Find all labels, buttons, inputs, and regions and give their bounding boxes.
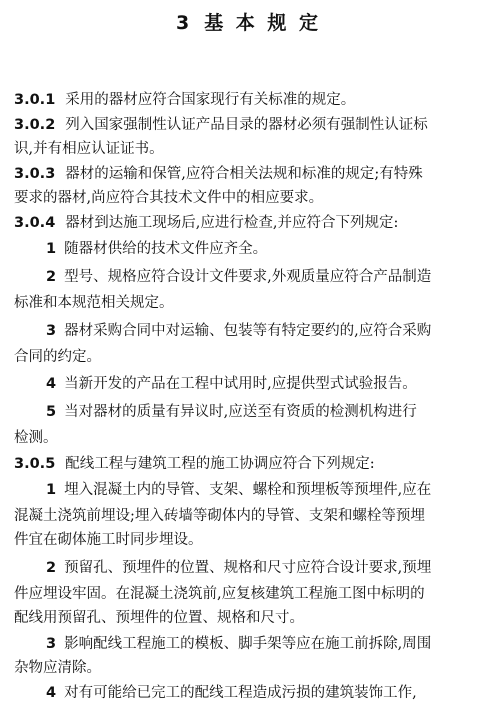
line-text: 混凝土浇筑前埋设;埋入砖墙等砌体内的导管、支架和螺栓等预埋 bbox=[14, 508, 425, 524]
item-text: 影响配线工程施工的模板、脚手架等应在施工前拆除,周围 bbox=[64, 636, 432, 652]
line-text: 识,并有相应认证证书。 bbox=[14, 141, 164, 157]
clause-text: 器材的运输和保管,应符合相关法规和标准的规定;有特殊 bbox=[65, 166, 423, 182]
line-text: 件宜在砌体施工时同步埋设。 bbox=[14, 532, 203, 548]
clause-line bbox=[14, 454, 484, 474]
text-line bbox=[14, 506, 484, 526]
item-number: 2 bbox=[46, 269, 57, 285]
text-line bbox=[14, 293, 484, 313]
item-text: 随器材供给的技术文件应齐全。 bbox=[64, 241, 268, 257]
chapter-heading bbox=[0, 8, 497, 35]
item-line bbox=[46, 683, 486, 703]
item-text: 预留孔、预埋件的位置、规格和尺寸应符合设计要求,预埋 bbox=[64, 560, 432, 576]
item-number: 1 bbox=[46, 241, 57, 257]
clause-line bbox=[14, 164, 484, 184]
item-line bbox=[46, 321, 486, 341]
text-line bbox=[14, 530, 484, 550]
item-text: 当对器材的质量有异议时,应送至有资质的检测机构进行 bbox=[64, 404, 417, 420]
item-line bbox=[46, 634, 486, 654]
item-text: 型号、规格应符合设计文件要求,外观质量应符合产品制造 bbox=[64, 269, 432, 285]
clause-line bbox=[14, 90, 484, 110]
clause-line bbox=[14, 115, 484, 135]
item-line bbox=[46, 558, 486, 578]
clause-text: 采用的器材应符合国家现行有关标准的规定。 bbox=[65, 92, 356, 108]
clause-text: 器材到达施工现场后,应进行检查,并应符合下列规定: bbox=[65, 215, 399, 231]
line-text: 件应埋设牢固。在混凝土浇筑前,应复核建筑工程施工图中标明的 bbox=[14, 586, 425, 602]
item-number: 5 bbox=[46, 404, 57, 420]
chapter-title: 基 本 规 定 bbox=[204, 12, 322, 34]
item-text: 器材采购合同中对运输、包装等有特定要约的,应符合采购 bbox=[64, 323, 432, 339]
text-line bbox=[14, 139, 484, 159]
line-text: 标准和本规范相关规定。 bbox=[14, 295, 174, 311]
text-line bbox=[14, 188, 484, 208]
item-number: 1 bbox=[46, 482, 57, 498]
text-line bbox=[14, 584, 484, 604]
item-text: 当新开发的产品在工程中试用时,应提供型式试验报告。 bbox=[64, 376, 417, 392]
item-text: 对有可能给已完工的配线工程造成污损的建筑装饰工作, bbox=[64, 685, 417, 701]
item-number: 4 bbox=[46, 685, 57, 701]
line-text: 杂物应清除。 bbox=[14, 660, 101, 676]
item-line bbox=[46, 239, 486, 259]
line-text: 检测。 bbox=[14, 430, 58, 446]
clause-text: 列入国家强制性认证产品目录的器材必须有强制性认证标 bbox=[65, 117, 428, 133]
text-line bbox=[14, 658, 484, 678]
clause-number: 3.0.5 bbox=[14, 456, 56, 472]
item-number: 3 bbox=[46, 636, 57, 652]
text-line bbox=[14, 608, 484, 628]
clause-line bbox=[14, 213, 484, 233]
line-text: 配线用预留孔、预埋件的位置、规格和尺寸。 bbox=[14, 610, 304, 626]
item-number: 3 bbox=[46, 323, 57, 339]
item-line bbox=[46, 480, 486, 500]
item-line bbox=[46, 374, 486, 394]
line-text: 要求的器材,尚应符合其技术文件中的相应要求。 bbox=[14, 190, 324, 206]
item-text: 埋入混凝土内的导管、支架、螺栓和预埋板等预埋件,应在 bbox=[64, 482, 432, 498]
clause-number: 3.0.2 bbox=[14, 117, 56, 133]
clause-number: 3.0.4 bbox=[14, 215, 56, 231]
item-number: 2 bbox=[46, 560, 57, 576]
text-line bbox=[14, 428, 484, 448]
chapter-number: 3 bbox=[175, 12, 193, 34]
clause-number: 3.0.3 bbox=[14, 166, 56, 182]
clause-number: 3.0.1 bbox=[14, 92, 56, 108]
item-number: 4 bbox=[46, 376, 57, 392]
line-text: 合同的约定。 bbox=[14, 349, 101, 365]
clause-text: 配线工程与建筑工程的施工协调应符合下列规定: bbox=[65, 456, 375, 472]
text-line bbox=[14, 347, 484, 367]
item-line bbox=[46, 402, 486, 422]
item-line bbox=[46, 267, 486, 287]
